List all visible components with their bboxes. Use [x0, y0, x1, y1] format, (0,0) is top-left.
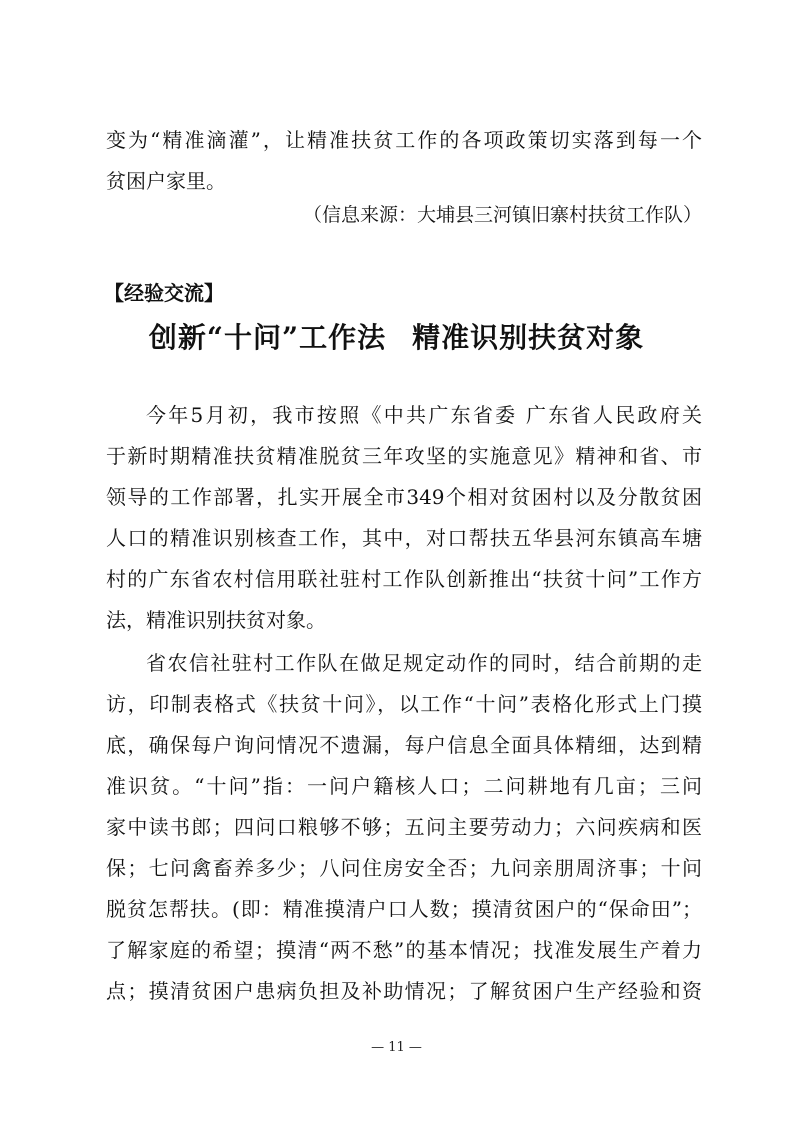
paragraph2-line-6: 保；七问禽畜养多少；八问住房安全否；九问亲朋周济事；十问	[106, 856, 702, 880]
section-tag: 【经验交流】	[104, 281, 224, 305]
paragraph2-line-2: 访，印制表格式《扶贫十问》，以工作“十问”表格化形式上门摸	[106, 692, 702, 716]
paragraph1-line-3: 领导的工作部署，扎实开展全市349个相对贫困村以及分散贫困	[106, 485, 702, 509]
intro-line-2: 贫困户家里。	[106, 169, 226, 193]
paragraph2-line-5: 家中读书郎；四问口粮够不够；五问主要劳动力；六问疾病和医	[106, 815, 702, 839]
paragraph2-line-1: 省农信社驻村工作队在做足规定动作的同时，结合前期的走	[146, 651, 702, 675]
article-title-part-1: 创新“十问”工作法	[148, 321, 387, 354]
paragraph2-line-3: 底，确保每户询问情况不遗漏，每户信息全面具体精细，达到精	[106, 733, 702, 757]
paragraph1-line-4: 人口的精准识别核查工作，其中，对口帮扶五华县河东镇高车塘	[106, 526, 702, 550]
paragraph1-line-5: 村的广东省农村信用联社驻村工作队创新推出“扶贫十问”工作方	[106, 567, 702, 591]
paragraph2-line-4: 准识贫。“十问”指：一问户籍核人口；二问耕地有几亩；三问	[106, 774, 702, 798]
article-title-part-2: 精准识别扶贫对象	[412, 321, 645, 354]
paragraph2-line-7: 脱贫怎帮扶。(即：精准摸清户口人数；摸清贫困户的“保命田”；	[106, 897, 702, 921]
paragraph1-line-6: 法，精准识别扶贫对象。	[106, 608, 326, 632]
intro-line-1: 变为“精准滴灌”，让精准扶贫工作的各项政策切实落到每一个	[106, 128, 702, 152]
article-title	[0, 318, 793, 358]
paragraph1-line-1: 今年5月初，我市按照《中共广东省委 广东省人民政府关	[146, 403, 702, 427]
source-attribution: （信息来源：大埔县三河镇旧寨村扶贫工作队）	[302, 204, 702, 226]
paragraph2-line-9: 点；摸清贫困户患病负担及补助情况；了解贫困户生产经验和资	[106, 979, 702, 1003]
page-number: — 11 —	[371, 1040, 422, 1055]
paragraph2-line-8: 了解家庭的希望；摸清“两不愁”的基本情况；找准发展生产着力	[106, 938, 702, 962]
paragraph1-line-2: 于新时期精准扶贫精准脱贫三年攻坚的实施意见》精神和省、市	[106, 444, 702, 468]
